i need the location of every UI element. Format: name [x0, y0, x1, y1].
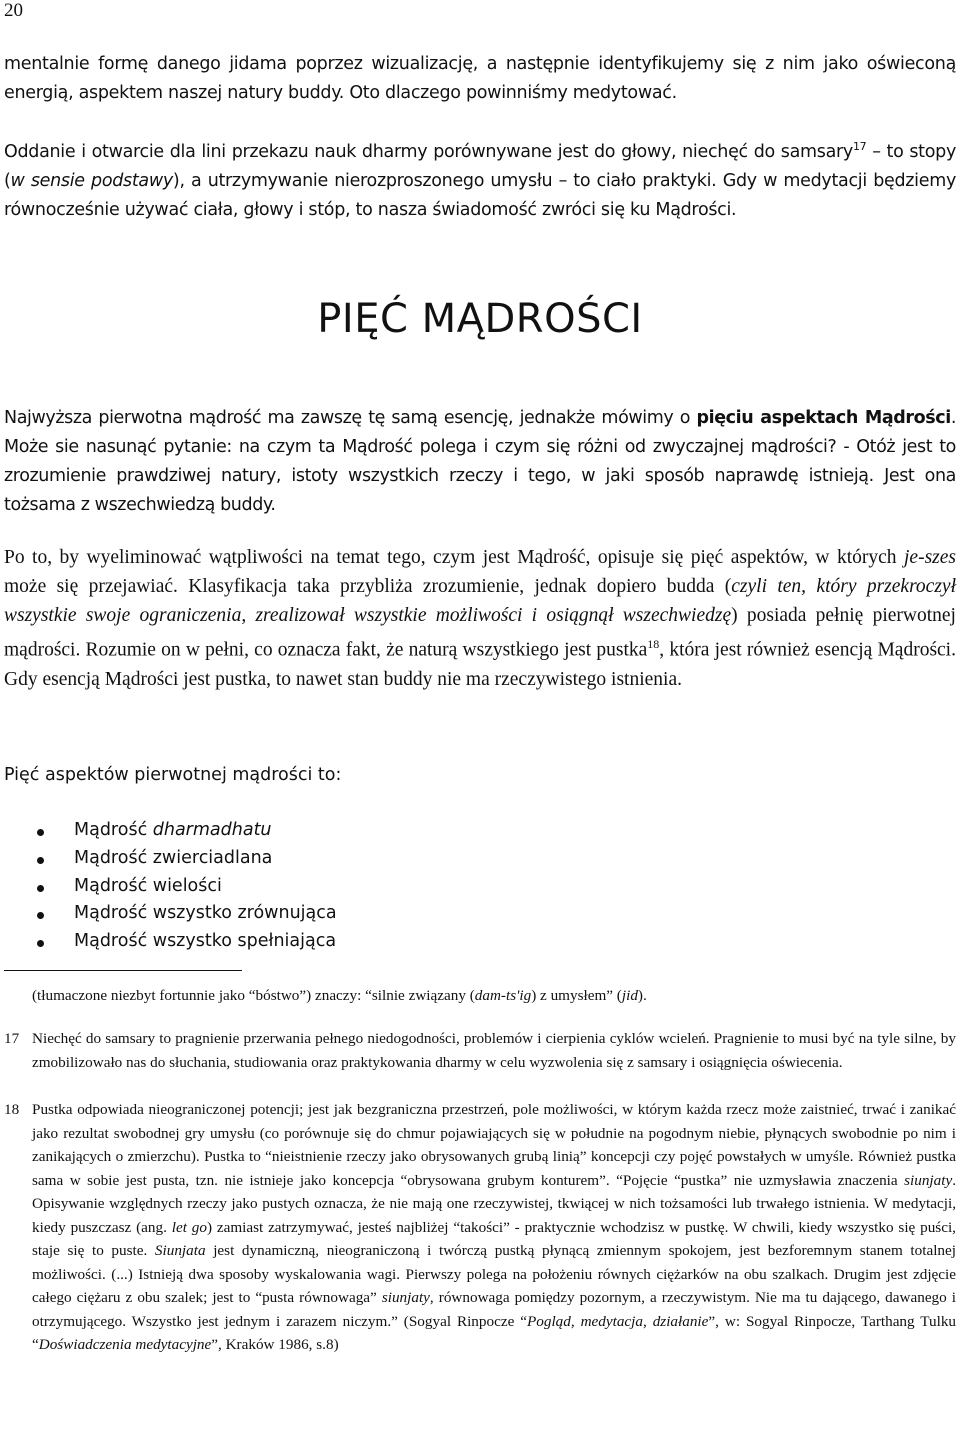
footnote-continuation [32, 984, 956, 1008]
footnote-number-17: 17 [4, 1030, 20, 1047]
text: – to stopy ( [4, 141, 957, 191]
text: Najwyższa pierwotna mądrość ma zawszę tę samą esencję, jednakże mówimy o [4, 408, 697, 428]
text: . Opisywanie względnych rzeczy jako pustych oznacza, że nie mają one rzeczywistej, tkwiącej w nich tożsamości lub trwałego istnienia. W medytacji, kiedy puszczasz (ang. [32, 1171, 956, 1236]
footnote-18 [32, 1098, 956, 1357]
list-item [0, 845, 337, 873]
item-text: Mądrość [74, 820, 153, 840]
section-heading: PIĘĆ MĄDROŚCI [317, 296, 643, 342]
italic-text: Pogląd, medytacja, działanie [526, 1312, 709, 1330]
text: jest dynamiczną, nieograniczoną i twórczą pustką płynącą zmiennym spokojem, jest bezforemnym stanem totalnej możliwości. (...) Istnieją dwa sposoby wyskalowania wagi. Pierwszy polega na położeniu równych ciężarków na obu szalkach. Drugim jest zdjęcie całego ciężaru z obu szalek; jest to “pusta równowaga” [32, 1242, 956, 1306]
italic-text: jid [621, 987, 638, 1004]
text: , która jest również esencją Mądrości. Gdy esencją Mądrości jest pustka, to nawet stan buddy nie ma rzeczywistego istnienia. [4, 639, 956, 690]
bullet-icon [37, 885, 44, 892]
text: Niechęć do samsary to pragnienie przerwania pełnego niedogodności, problemów i cierpienia cyklów wcieleń. Pragnienie to musi być na tyle silne, by zmobilizowało nas do słuchania, studiowania oraz praktykowania dharmy w celu wyzwolenia się z samsary i osiągnięcia oświecenia. [32, 1030, 956, 1071]
paragraph-five-aspects [4, 543, 956, 694]
item-text: Mądrość wielości [74, 875, 222, 896]
text: może się przejawiać. Klasyfikacja taka przybliża zrozumienie, jednak dopiero budda ( [4, 576, 732, 597]
text: Oddanie i otwarcie dla lini przekazu nauk dharmy porównywane jest do głowy, niechęć do samsary [4, 141, 853, 162]
italic-text: dam-ts'ig [474, 987, 532, 1004]
bold-text: pięciu aspektach Mądrości [696, 408, 951, 428]
list-item [0, 817, 337, 845]
text: ”, Kraków 1986, s.8) [211, 1336, 339, 1353]
list-intro: Pięć aspektów pierwotnej mądrości to: [4, 765, 342, 785]
paragraph-meditation [4, 50, 956, 108]
text: (tłumaczone niezbyt fortunnie jako “bóstwo”) znaczy: “silnie związany ( [32, 987, 475, 1004]
list-item [0, 900, 337, 928]
italic-text: czyli ten, który przekroczył wszystkie swoje ograniczenia, zrealizował wszystkie możliwości i osiągnął wszechwiedzę [4, 576, 957, 626]
text: ) posiada pełnię pierwotnej mądrości. Rozumie on w pełni, co oznacza fakt, że naturą wszystkiego jest pustka [4, 605, 956, 661]
italic-text: siunjaty [904, 1171, 953, 1189]
list-item [0, 928, 337, 956]
italic-text: Siunjata [154, 1242, 206, 1259]
list-item [0, 873, 337, 901]
page-number: 20 [4, 0, 23, 21]
text: Po to, by wyeliminować wątpliwości na temat tego, czym jest Mądrość, opisuje się pięć aspektów, w których [4, 547, 904, 568]
footnote-17 [32, 1027, 956, 1074]
text: ). [637, 987, 647, 1004]
text: , równowaga pomiędzy pozornym, a rzeczywistym. Nie ma tu dającego, dawanego i otrzymującego. Wszystko jest jednym i zarazem niczym.” (Sogyal Rinpocze “ [32, 1289, 957, 1330]
text: . Może sie nasunąć pytanie: na czym ta Mądrość polega i czym się różni od zwyczajnej mądrości? - Otóż jest to zrozumienie prawdziwej natury, istoty wszystkich rzeczy i tego, w jaki sposób naprawdę istnieją. Jest ona tożsama z wszechwiedzą buddy. [4, 408, 956, 515]
text: Pustka odpowiada nieograniczonej potencji; jest jak bezgraniczna przestrzeń, pole możliwości, w którym każda rzecz może zaistnieć, trwać i zanikać jako rezultat swobodnej gry umysłu (co porównuje się do chmur pojawiających się w południe na pogodnym niebie, płynących swobodnie po nim i zanikających o zmierzchu). Pustka to “nieistnienie rzeczy jako obrysowanych grubą linią” koncepcji czy pojęć powstałych w umyśle. Również pustka sama w sobie jest pusta, tzn. nie istnieje jako koncepcja “obrysowana grubym konturem”. “Pojęcie “pustka” nie uzmysławia znaczenia [32, 1101, 956, 1189]
item-text: Mądrość zwierciadlana [74, 847, 273, 868]
paragraph-highest-wisdom [4, 404, 956, 520]
italic-text: Doświadczenia medytacyjne [38, 1336, 212, 1353]
text: ) z umysłem” ( [531, 987, 622, 1004]
italic-text: let go [171, 1218, 207, 1236]
bullet-icon [37, 940, 44, 947]
footnote-ref-18[interactable]: 18 [647, 637, 660, 651]
italic-text: siunjaty [381, 1289, 430, 1306]
item-text: Mądrość wszystko zrównująca [74, 903, 337, 924]
bullet-icon [37, 912, 44, 919]
text: mentalnie formę danego jidama poprzez wizualizację, a następnie identyfikujemy się z nim jako oświeconą energią, aspektem naszej natury buddy. Oto dlaczego powinniśmy medytować. [4, 54, 956, 103]
footnote-number-18: 18 [4, 1101, 20, 1118]
bullet-icon [37, 829, 44, 836]
footnote-ref-17[interactable]: 17 [852, 140, 867, 153]
item-text: Mądrość wszystko spełniająca [74, 931, 337, 952]
footnote-separator [4, 970, 242, 971]
text: ) zamiast zatrzymywać, jesteś najbliżej “takości” - praktycznie wchodzisz w pustkę. W chwili, kiedy wszystko się puści, staje się to puste. [32, 1218, 956, 1259]
italic-text: w sensie podstawy [10, 170, 173, 191]
wisdom-list [0, 817, 337, 956]
paragraph-devotion [4, 132, 956, 225]
bullet-icon [37, 857, 44, 864]
text: ”, w: Sogyal Rinpocze, Tarthang Tulku “ [32, 1312, 957, 1353]
text: ), a utrzymywanie nierozproszonego umysłu – to ciało praktyki. Gdy w medytacji będziemy równocześnie używać ciała, głowy i stóp, to nasza świadomość zwróci się ku Mądrości. [4, 170, 957, 220]
italic-text: je-szes [904, 547, 956, 568]
item-italic: dharmadhatu [152, 820, 272, 840]
